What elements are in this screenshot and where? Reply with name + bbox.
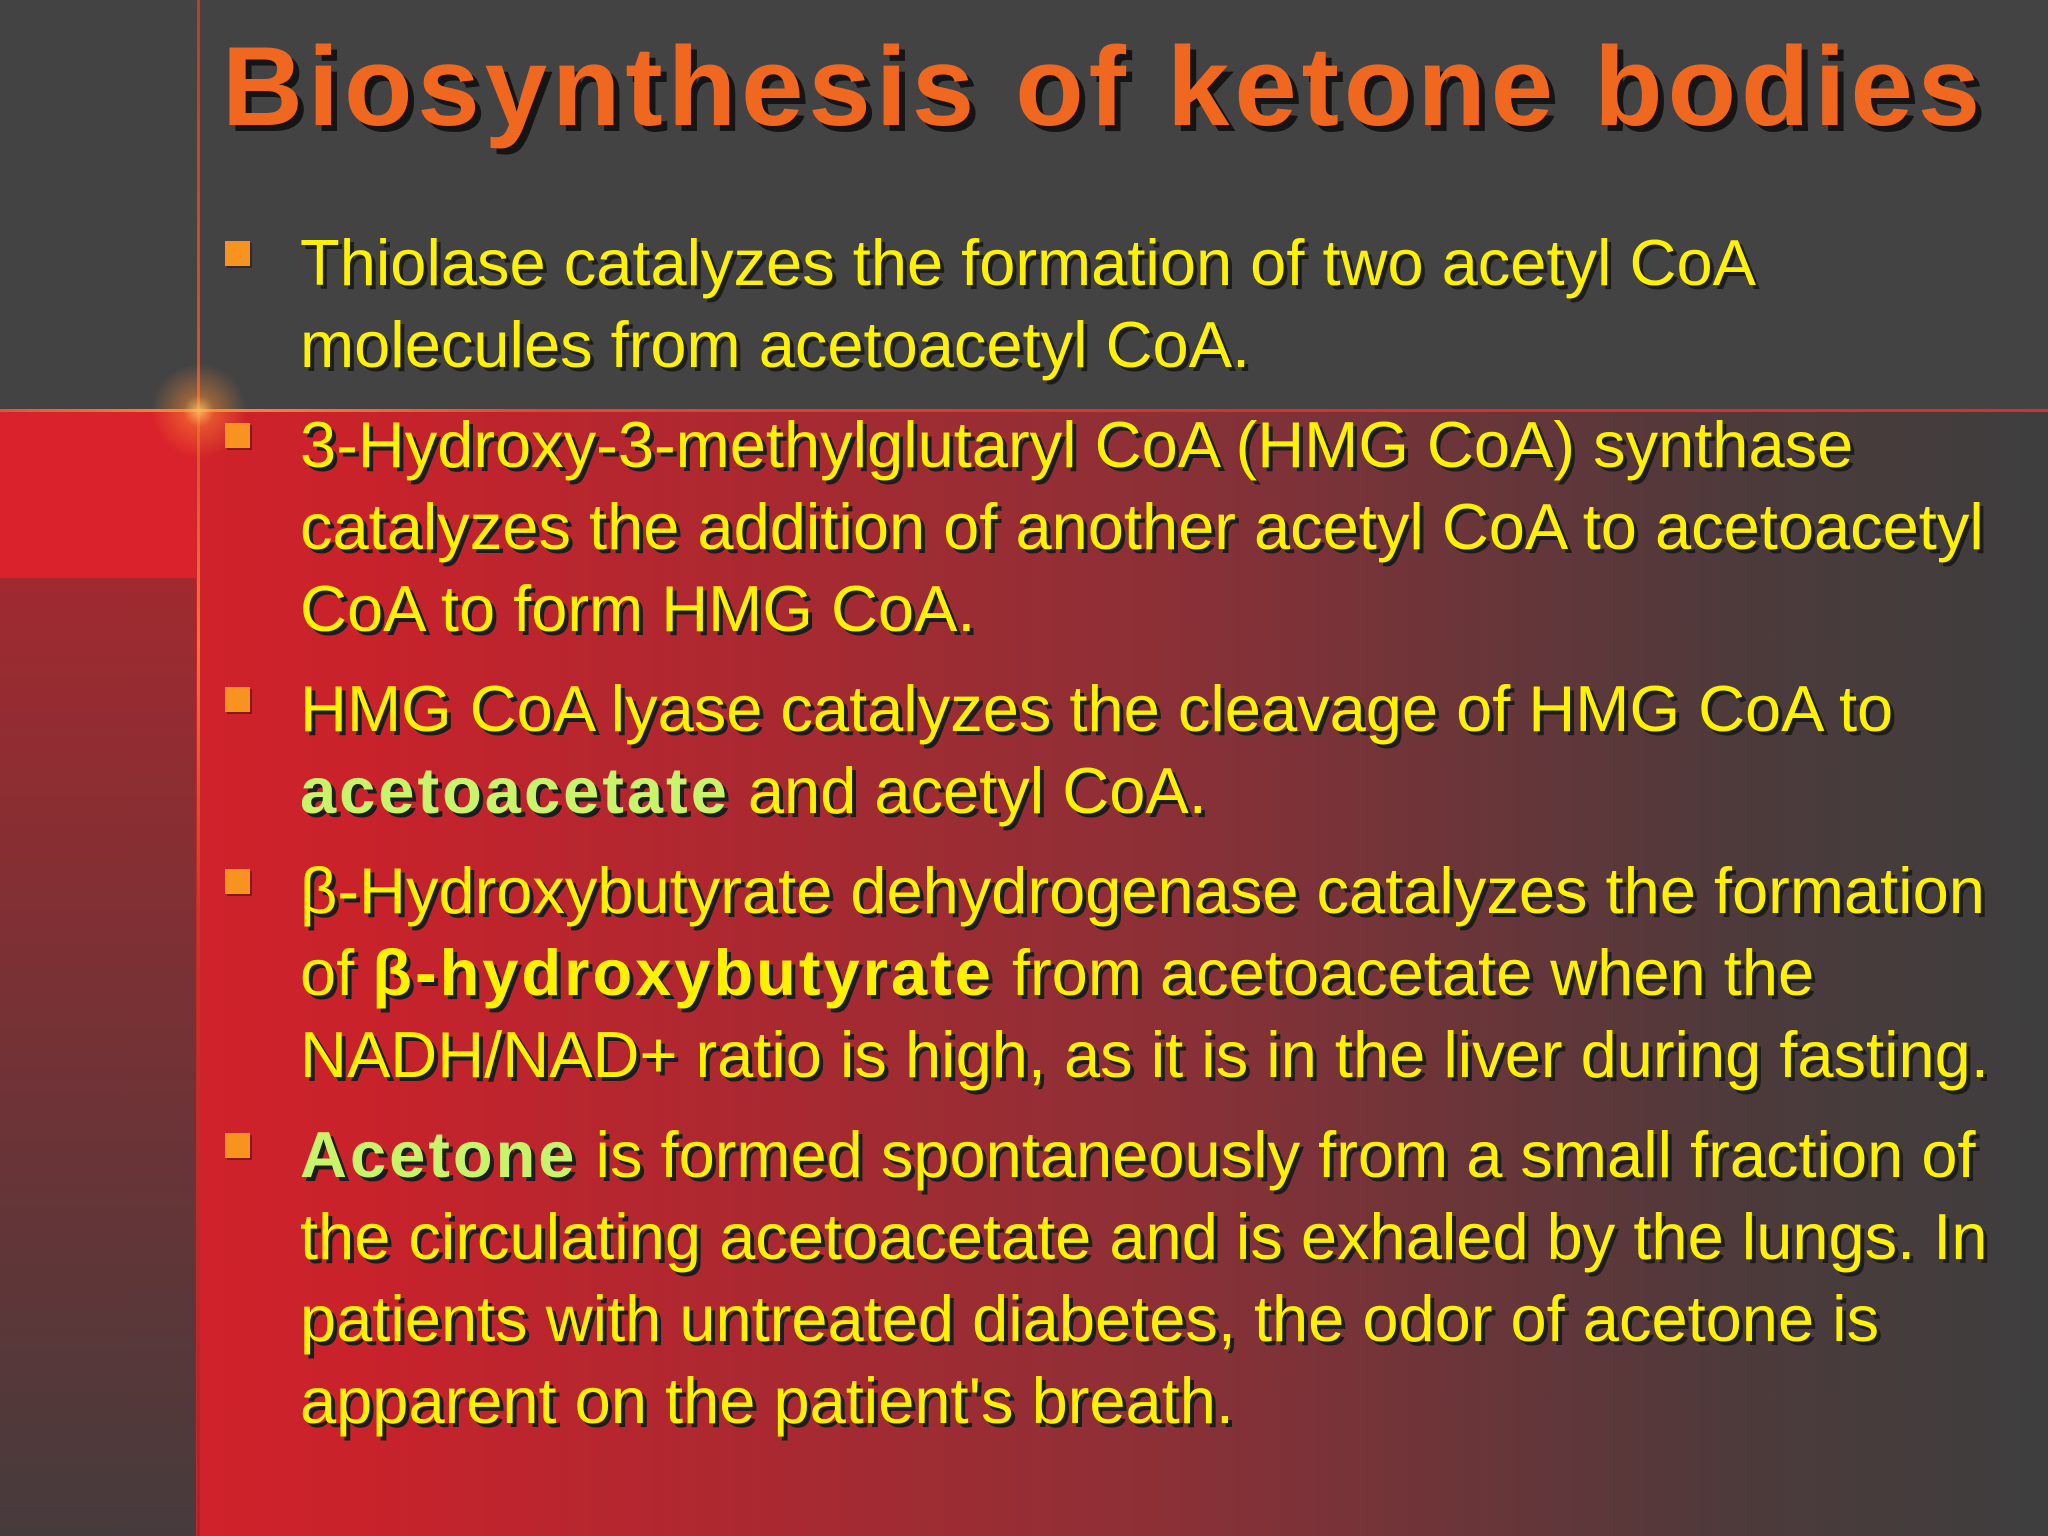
square-bullet-icon bbox=[225, 423, 250, 448]
bullet-list bbox=[222, 222, 2022, 1460]
vertical-accent-line bbox=[197, 0, 200, 1536]
bullet-text-post: is formed spontaneously from a small fraction of the circulating acetoacetate and is exhaled by the lungs. In patients with untreated diabetes, the odor of acetone is apparent on the patient's breath. bbox=[300, 1118, 1988, 1437]
square-bullet-icon bbox=[225, 687, 250, 712]
square-bullet-icon bbox=[225, 241, 250, 266]
bullet-hydroxybutyrate-dehydrogenase bbox=[222, 850, 2022, 1096]
bullet-text: Thiolase catalyzes the formation of two acetyl CoA molecules from acetoacetyl CoA. bbox=[300, 226, 1753, 381]
bullet-text-pre: β-Hydroxybutyrate dehydrogenase catalyzes the formation of bbox=[300, 854, 1985, 1009]
left-strip-gradient bbox=[0, 578, 196, 1536]
square-bullet-icon bbox=[225, 1133, 250, 1158]
bullet-text-post: and acetyl CoA. bbox=[729, 754, 1207, 827]
bullet-text-post: from acetoacetate when the NADH/NAD+ ratio is high, as it is in the liver during fasting. bbox=[300, 936, 1989, 1091]
left-strip-red bbox=[0, 410, 196, 578]
bullet-text-pre: HMG CoA lyase catalyzes the cleavage of HMG CoA to bbox=[300, 672, 1894, 745]
highlight-acetone: Acetone bbox=[300, 1118, 578, 1191]
highlight-acetoacetate: acetoacetate bbox=[300, 754, 730, 827]
bullet-thiolase bbox=[222, 222, 2022, 386]
square-bullet-icon bbox=[225, 869, 250, 894]
bullet-hmg-coa-synthase bbox=[222, 404, 2022, 650]
bullet-hmg-coa-lyase bbox=[222, 668, 2022, 832]
highlight-beta-hydroxybutyrate: β-hydroxybutyrate bbox=[372, 936, 994, 1009]
bullet-acetone bbox=[222, 1114, 2022, 1442]
bullet-text: 3-Hydroxy-3-methylglutaryl CoA (HMG CoA) synthase catalyzes the addition of another acetyl CoA to acetoacetyl CoA to form HMG CoA. bbox=[300, 408, 1984, 645]
slide-title: Biosynthesis of ketone bodies bbox=[222, 24, 1986, 149]
